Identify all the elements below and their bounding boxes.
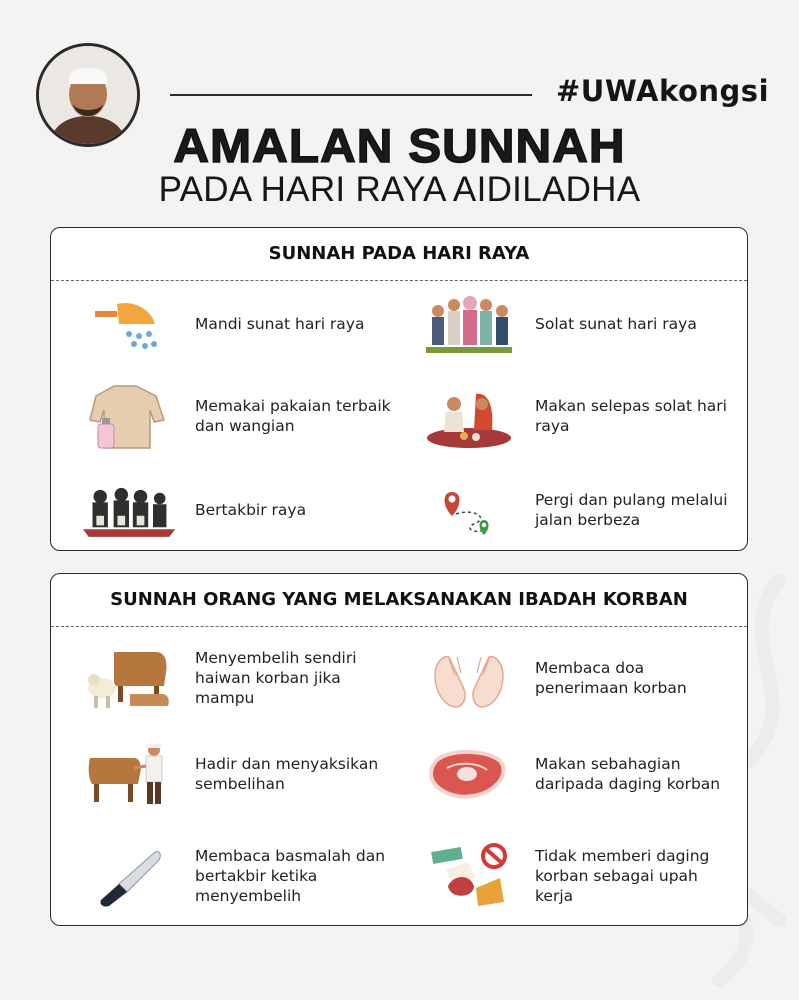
list-item: [81, 380, 395, 452]
meat-icon: [421, 738, 517, 810]
item-label: Mandi sunat hari raya: [195, 315, 365, 333]
list-item: [421, 738, 740, 810]
page-subtitle: PADA HARI RAYA AIDILADHA: [158, 170, 641, 209]
item-label: Bertakbir raya: [195, 501, 307, 519]
item-label: Tidak memberi daging korban sebagai upah kerja: [535, 847, 710, 905]
page-title-text: AMALAN SUNNAH: [173, 119, 626, 172]
list-item: [81, 840, 395, 912]
item-label: Hadir dan menyaksikan sembelihan: [195, 755, 379, 793]
list-item: [81, 642, 395, 714]
knife-icon: [81, 840, 177, 912]
family-meal-icon: [421, 380, 517, 452]
takbir-group-icon: [81, 474, 177, 546]
list-item: [421, 474, 740, 546]
list-item: [421, 642, 740, 714]
item-label: Membaca doa penerimaan korban: [535, 659, 687, 697]
shower-icon: [81, 288, 177, 360]
item-label: Memakai pakaian terbaik dan wangian: [195, 397, 391, 435]
livestock-icon: [81, 642, 177, 714]
list-item: [81, 738, 395, 810]
hashtag: #UWAkongsi: [556, 74, 770, 108]
item-label: Solat sunat hari raya: [535, 315, 697, 333]
list-item: [81, 474, 395, 546]
section-hari-raya: [50, 227, 748, 551]
clothes-perfume-icon: [81, 380, 177, 452]
no-payment-icon: [421, 840, 517, 912]
list-item: [421, 288, 740, 360]
list-item: [421, 380, 740, 452]
item-label: Pergi dan pulang melalui jalan berbeza: [535, 491, 728, 529]
item-label: Membaca basmalah dan bertakbir ketika menyembelih: [195, 847, 386, 905]
congregation-icon: [421, 288, 517, 360]
section-title: SUNNAH PADA HARI RAYA: [51, 228, 747, 281]
route-map-icon: [421, 474, 517, 546]
header-divider: [170, 94, 532, 96]
list-item: [81, 288, 395, 360]
praying-hands-icon: [421, 642, 517, 714]
item-label: Makan sebahagian daripada daging korban: [535, 755, 721, 793]
section-ibadah-korban: [50, 573, 748, 926]
man-with-cow-icon: [81, 738, 177, 810]
item-label: Makan selepas solat hari raya: [535, 397, 727, 435]
list-item: [421, 840, 740, 912]
item-label: Menyembelih sendiri haiwan korban jika mampu: [195, 649, 357, 707]
page-title: [0, 118, 799, 173]
section-title: SUNNAH ORANG YANG MELAKSANAKAN IBADAH KORBAN: [51, 574, 747, 627]
